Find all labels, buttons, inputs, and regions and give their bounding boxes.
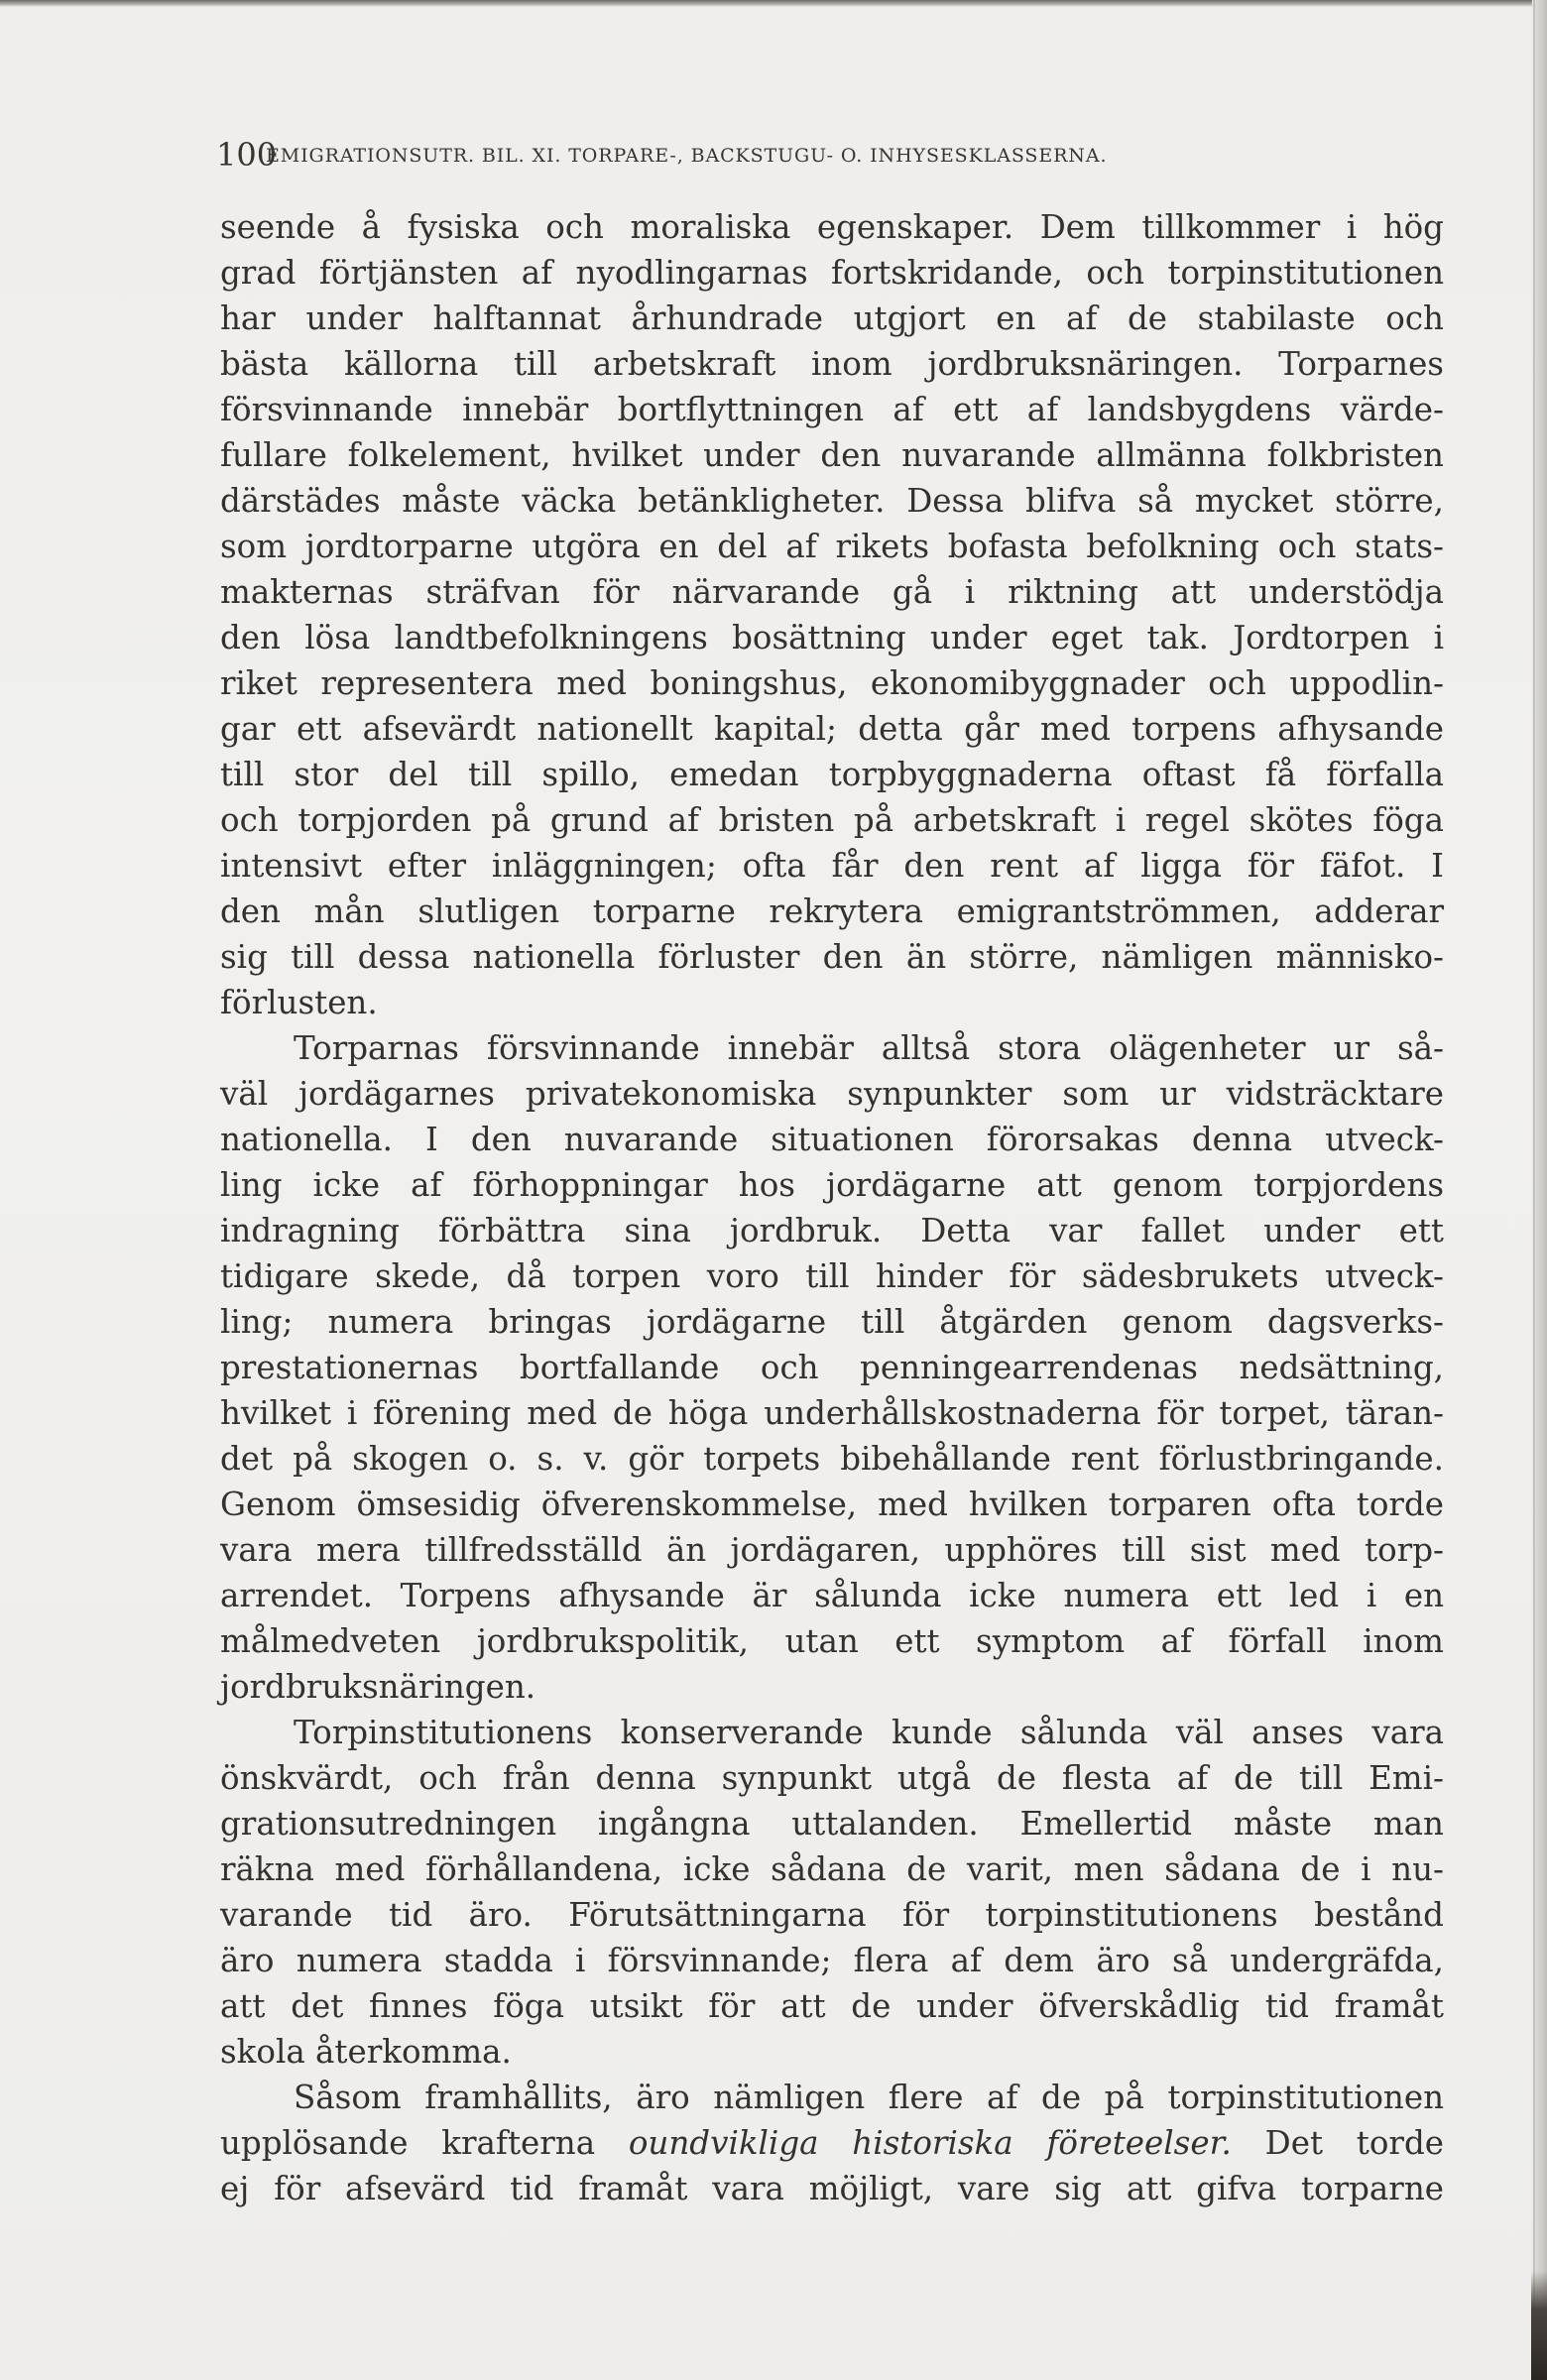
text-line: grad förtjänsten af nyodlingarnas fortskridande, och torpinstitutionen [220, 254, 1444, 292]
text-line: målmedveten jordbrukspolitik, utan ett symptom af förfall inom [220, 1622, 1444, 1660]
text-line: nationella. I den nuvarande situationen förorsakas denna utveck- [220, 1121, 1444, 1158]
body-text [220, 204, 1444, 2211]
text-line: hvilket i förening med de höga underhållskostnaderna för torpet, täran- [220, 1394, 1444, 1432]
paragraph-start-line: Torpinstitutionens konserverande kunde sålunda väl anses vara [294, 1714, 1444, 1751]
bottom-right-smudge [1531, 2271, 1547, 2380]
text-line: seende å fysiska och moraliska egenskaper. Dem tillkommer i hög [220, 208, 1444, 246]
text-line: varande tid äro. Förutsättningarna för torpinstitutionens bestånd [220, 1896, 1444, 1934]
text-line: ej för afsevärd tid framåt vara möjligt, vare sig att gifva torparne [220, 2170, 1444, 2207]
text-line: ling icke af förhoppningar hos jordägarne att genom torpjordens [220, 1166, 1444, 1204]
text-line: Genom ömsesidig öfverenskommelse, med hvilken torparen ofta torde [220, 1486, 1444, 1523]
page-number: 100 [216, 136, 278, 174]
top-edge-rule [0, 0, 1532, 7]
emphasized-phrase: oundvikliga historiska företeelser. [628, 2124, 1232, 2162]
text-line: grationsutredningen ingångna uttalanden. Emellertid måste man [220, 1805, 1444, 1843]
text-line: vara mera tillfredsställd än jordägaren, upphöres till sist med torp- [220, 1531, 1444, 1569]
text-line: sig till dessa nationella förluster den än större, nämligen människo- [220, 938, 1444, 976]
text-segment: Såsom framhållits, äro nämligen flere af de på torpinstitutionen [294, 2079, 1444, 2116]
text-line: räkna med förhållandena, icke sådana de varit, men sådana de i nu- [220, 1850, 1444, 1888]
text-line: förlusten. [220, 984, 378, 1021]
text-line: som jordtorparne utgöra en del af rikets bofasta befolkning och stats- [220, 528, 1444, 565]
text-line: och torpjorden på grund af bristen på arbetskraft i regel skötes föga [220, 801, 1444, 839]
text-line: till stor del till spillo, emedan torpbyggnaderna oftast få förfalla [220, 756, 1444, 793]
text-line: skola återkomma. [220, 2033, 512, 2071]
text-line: den mån slutligen torparne rekrytera emigrantströmmen, adderar [220, 892, 1444, 930]
text-line: det på skogen o. s. v. gör torpets bibehållande rent förlustbringande. [220, 1440, 1444, 1478]
right-margin-line [1533, 0, 1535, 2380]
text-line: tidigare skede, då torpen voro till hinder för sädesbrukets utveck- [220, 1257, 1444, 1295]
text-line: jordbruksnäringen. [220, 1668, 536, 1706]
text-line: makternas sträfvan för närvarande gå i riktning att understödja [220, 573, 1444, 611]
text-line: att det finnes föga utsikt för att de under öfverskådlig tid framåt [220, 1987, 1444, 2025]
text-segment: Det torde [1231, 2124, 1444, 2162]
text-line: har under halftannat århundrade utgjort en af de stabilaste och [220, 299, 1444, 337]
text-line: väl jordägarnes privatekonomiska synpunkter som ur vidsträcktare [220, 1075, 1444, 1113]
paragraph-start-line [220, 2075, 1444, 2120]
running-header [216, 135, 1446, 175]
text-line: gar ett afsevärdt nationellt kapital; detta går med torpens afhysande [220, 710, 1444, 748]
text-line: försvinnande innebär bortflyttningen af ett af landsbygdens värde- [220, 391, 1444, 428]
text-line: intensivt efter inläggningen; ofta får den rent af ligga för fäfot. I [220, 847, 1444, 885]
text-line: önskvärdt, och från denna synpunkt utgå de flesta af de till Emi- [220, 1759, 1444, 1797]
text-line: prestationernas bortfallande och penningearrendenas nedsättning, [220, 1349, 1444, 1386]
text-line: fullare folkelement, hvilket under den nuvarande allmänna folkbristen [220, 436, 1444, 474]
text-line: arrendet. Torpens afhysande är sålunda icke numera ett led i en [220, 1577, 1444, 1614]
text-line: indragning förbättra sina jordbruk. Detta var fallet under ett [220, 1212, 1444, 1250]
text-line [220, 2120, 1444, 2166]
text-line: bästa källorna till arbetskraft inom jordbruksnäringen. Torparnes [220, 345, 1444, 383]
text-line: ling; numera bringas jordägarne till åtgärden genom dagsverks- [220, 1303, 1444, 1341]
text-line: riket representera med boningshus, ekonomibyggnader och uppodlin- [220, 664, 1444, 702]
running-title: EMIGRATIONSUTR. BIL. XI. TORPARE-, BACKSTUGU- O. INHYSESKLASSERNA. [266, 145, 1108, 167]
text-line: äro numera stadda i försvinnande; flera af dem äro så undergräfda, [220, 1942, 1444, 1979]
text-line: den lösa landtbefolkningens bosättning under eget tak. Jordtorpen i [220, 619, 1444, 656]
paragraph-start-line: Torparnas försvinnande innebär alltså stora olägenheter ur så- [294, 1029, 1444, 1067]
text-line: därstädes måste väcka betänkligheter. Dessa blifva så mycket större, [220, 482, 1444, 520]
text-segment: upplösande krafterna [220, 2124, 629, 2162]
